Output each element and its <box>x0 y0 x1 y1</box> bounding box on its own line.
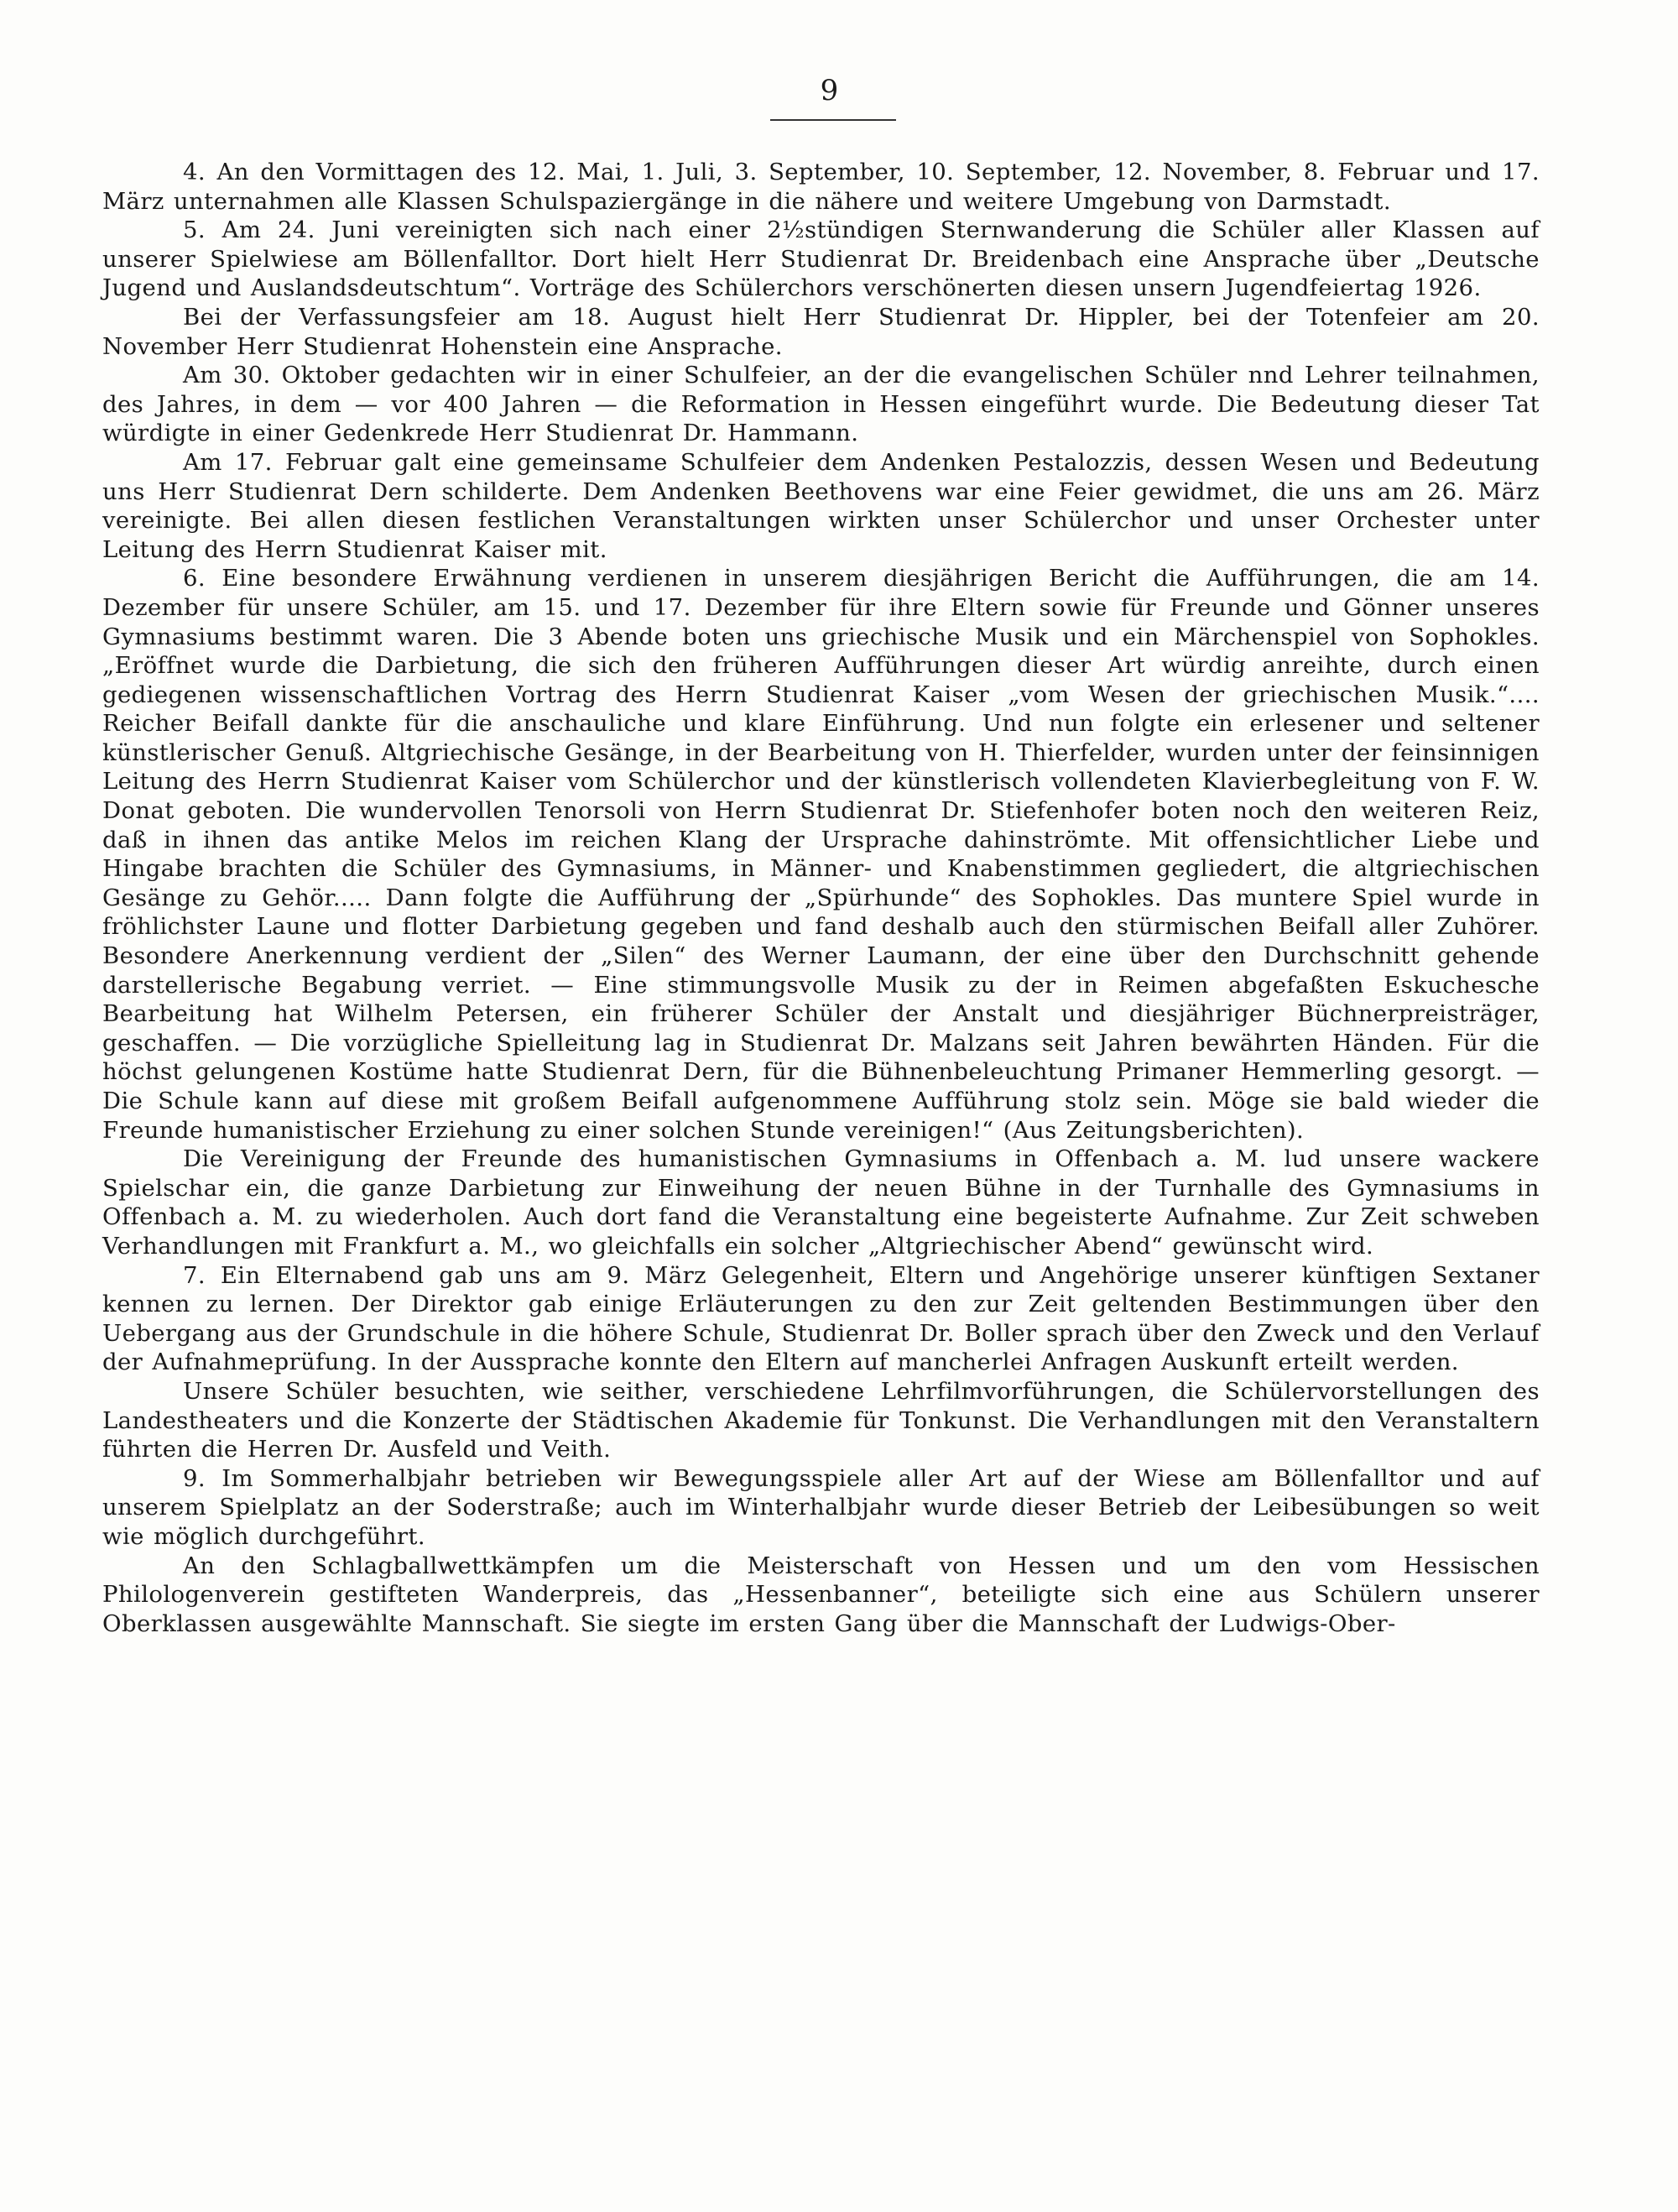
paragraph-constitution-day: Bei der Verfassungsfeier am 18. August hielt Herr Studienrat Dr. Hippler, bei der Totenfeier am 20. November Herr Studienrat Hohenstein eine Ansprache. <box>102 303 1540 360</box>
paragraph-7-parents-evening: 7. Ein Elternabend gab uns am 9. März Gelegenheit, Eltern und Angehörige unserer künftigen Sextaner kennen zu lernen. Der Direktor gab einige Erläuterungen zu den zur Zeit geltenden Bestimmungen über den Uebergang aus der Grundschule in die höhere Schule, Studienrat Dr. Boller sprach über den Zweck und den Verlauf der Aufnahmeprüfung. In der Aussprache konnte den Eltern auf mancherlei Anfragen Auskunft erteilt werden. <box>102 1261 1540 1376</box>
header-rule <box>770 119 896 121</box>
body-text <box>102 158 1540 1638</box>
page-number: 9 <box>820 74 839 107</box>
paragraph-4-excursions: 4. An den Vormittagen des 12. Mai, 1. Juli, 3. September, 10. September, 12. November, 8. Februar und 17. März unternahmen alle Klassen Schulspaziergänge in die nähere und weitere Umgebung von Darmstadt. <box>102 159 1540 215</box>
paragraph-pestalozzi: Am 17. Februar galt eine gemeinsame Schulfeier dem Andenken Pestalozzis, dessen Wesen und Bedeutung uns Herr Studienrat Dern schilderte. Dem Andenken Beethovens war eine Feier gewidmet, die uns am 26. März vereinigte. Bei allen diesen festlichen Veranstaltungen wirkten unser Schülerchor und unser Orchester unter Leitung des Herrn Studienrat Kaiser mit. <box>102 448 1540 563</box>
paragraph-schlagball: An den Schlagballwettkämpfen um die Meisterschaft von Hessen und um den vom Hessischen Philologenverein gestifteten Wanderpreis, das „Hessenbanner“, beteiligte sich eine aus Schülern unserer Oberklassen ausgewählte Mannschaft. Sie siegte im ersten Gang über die Mannschaft der Ludwigs-Ober- <box>102 1552 1540 1637</box>
paragraph-6-performances: 6. Eine besondere Erwähnung verdienen in unserem diesjährigen Bericht die Aufführungen, die am 14. Dezember für unsere Schüler, am 15. und 17. Dezember für ihre Eltern sowie für Freunde und Gönner unseres Gymnasiums bestimmt waren. Die 3 Abende boten uns griechische Musik und ein Märchenspiel von Sophokles. „Eröffnet wurde die Darbietung, die sich den früheren Aufführungen dieser Art würdig anreihte, durch einen gediegenen wissenschaftlichen Vortrag des Herrn Studienrat Kaiser „vom Wesen der griechischen Musik.“.... Reicher Beifall dankte für die anschauliche und klare Einführung. Und nun folgte ein erlesener und seltener künstlerischer Genuß. Altgriechische Gesänge, in der Bearbeitung von H. Thierfelder, wurden unter der feinsinnigen Leitung des Herrn Studienrat Kaiser vom Schülerchor und der künstlerisch vollendeten Klavierbegleitung von F. W. Donat geboten. Die wundervollen Tenorsoli von Herrn Studienrat Dr. Stiefenhofer boten noch den weiteren Reiz, daß in ihnen das antike Melos im reichen Klang der Ursprache dahinströmte. Mit offensichtlicher Liebe und Hingabe brachten die Schüler des Gymnasiums, in Männer- und Knabenstimmen gegliedert, die altgriechischen Gesänge zu Gehör..... Dann folgte die Aufführung der „Spürhunde“ des Sophokles. Das muntere Spiel wurde in fröhlichster Laune und flotter Darbietung gegeben und fand deshalb auch den stürmischen Beifall aller Zuhörer. Besondere Anerkennung verdient der „Silen“ des Werner Laumann, der eine über den Durchschnitt gehende darstellerische Begabung verriet. — Eine stimmungsvolle Musik zu der in Reimen abgefaßten Eskuchesche Bearbeitung hat Wilhelm Petersen, ein früherer Schüler der Anstalt und diesjähriger Büchnerpreisträger, geschaffen. — Die vorzügliche Spielleitung lag in Studienrat Dr. Malzans seit Jahren bewährten Händen. Für die höchst gelungenen Kostüme hatte Studienrat Dern, für die Bühnenbeleuchtung Primaner Hemmerling gesorgt. — Die Schule kann auf diese mit großem Beifall aufgenommene Aufführung stolz sein. Möge sie bald wieder die Freunde humanistischer Erziehung zu einer solchen Stunde vereinigen!“ (Aus Zeitungsberichten). <box>102 565 1540 1144</box>
paragraph-offenbach: Die Vereinigung der Freunde des humanistischen Gymnasiums in Offenbach a. M. lud unsere wackere Spielschar ein, die ganze Darbietung zur Einweihung der neuen Bühne in der Turnhalle des Gymnasiums in Offenbach a. M. zu wiederholen. Auch dort fand die Veranstaltung eine begeisterte Aufnahme. Zur Zeit schweben Verhandlungen mit Frankfurt a. M., wo gleichfalls ein solcher „Altgriechischer Abend“ gewünscht wird. <box>102 1145 1540 1260</box>
paragraph-theatre-visits: Unsere Schüler besuchten, wie seither, verschiedene Lehrfilmvorführungen, die Schülervorstellungen des Landestheaters und die Konzerte der Städtischen Akademie für Tonkunst. Die Verhandlungen mit den Veranstaltern führten die Herren Dr. Ausfeld und Veith. <box>102 1377 1540 1463</box>
paragraph-reformation: Am 30. Oktober gedachten wir in einer Schulfeier, an der die evangelischen Schüler nnd Lehrer teilnahmen, des Jahres, in dem — vor 400 Jahren — die Reformation in Hessen eingeführt wurde. Die Bedeutung dieser Tat würdigte in einer Gedenkrede Herr Studienrat Dr. Hammann. <box>102 362 1540 447</box>
paragraph-5-star-hike: 5. Am 24. Juni vereinigten sich nach einer 2½stündigen Sternwanderung die Schüler aller Klassen auf unserer Spielwiese am Böllenfalltor. Dort hielt Herr Studienrat Dr. Breidenbach eine Ansprache über „Deutsche Jugend und Auslandsdeutschtum“. Vorträge des Schülerchors verschönerten diesen unsern Jugendfeiertag 1926. <box>102 217 1540 302</box>
paragraph-9-games: 9. Im Sommerhalbjahr betrieben wir Bewegungsspiele aller Art auf der Wiese am Böllenfalltor und auf unserem Spielplatz an der Soderstraße; auch im Winterhalbjahr wurde dieser Betrieb der Leibesübungen so weit wie möglich durchgeführt. <box>102 1464 1540 1550</box>
